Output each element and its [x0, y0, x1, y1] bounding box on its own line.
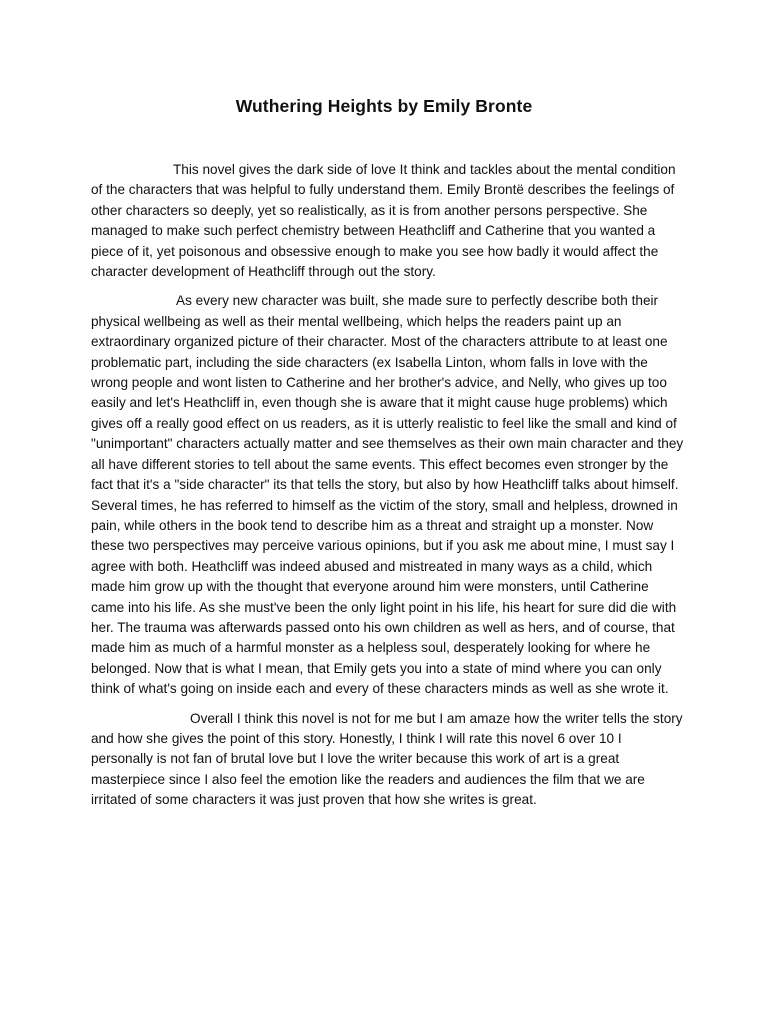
paragraph-1: This novel gives the dark side of love It think and tackles about the mental condition of the characters that was helpful to fully understand them. Emily Brontë describes the feelings of other characters so deeply, yet so realistically, as it is from another persons perspective. She managed to make such perfect chemistry between Heathcliff and Catherine that you wanted a piece of it, yet poisonous and obsessive enough to make you see how badly it would affect the character development of Heathcliff through out the story.: [91, 162, 676, 280]
document-body: [91, 160, 685, 820]
paragraph-2: As every new character was built, she made sure to perfectly describe both their physical wellbeing as well as their mental wellbeing, which helps the readers paint up an extraordinary organized picture of their character. Most of the characters attribute to at least one problematic part, including the side characters (ex Isabella Linton, whom falls in love with the wrong people and wont listen to Catherine and her brother's advice, and Nelly, who gives up too easily and let's Heathcliff in, even though she is aware that it might cause huge problems) which gives off a really good effect on us readers, as it is utterly realistic to feel like the small and kind of "unimportant" characters actually matter and see themselves as their own main character and they all have different stories to tell about the same events. This effect becomes even stronger by the fact that it's a "side character" its that tells the story, but also by how Heathcliff talks about himself. Several times, he has referred to himself as the victim of the story, small and helpless, drowned in pain, while others in the book tend to describe him as a threat and straight up a monster. Now these two perspectives may perceive various opinions, but if you ask me about mine, I must say I agree with both. Heathcliff was indeed abused and mistreated in many ways as a child, which made him grow up with the thought that everyone around him were monsters, until Catherine came into his life. As she must've been the only light point in his life, his heart for sure did die with her. The trauma was afterwards passed onto his own children as well as hers, and of course, that made him as much of a harmful monster as a helpless soul, desperately looking for where he belonged. Now that is what I mean, that Emily gets you into a state of mind where you can only think of what's going on inside each and every of these characters minds as well as she wrote it.: [91, 293, 684, 697]
document-title: Wuthering Heights by Emily Bronte: [235, 96, 533, 116]
paragraph-3: Overall I think this novel is not for me but I am amaze how the writer tells the story and how she gives the point of this story. Honestly, I think I will rate this novel 6 over 10 I personally is not fan of brutal love but I love the writer because this work of art is a great masterpiece since I also feel the emotion like the readers and audiences the film that we are irritated of some characters it was just proven that how she writes is great.: [91, 710, 683, 808]
